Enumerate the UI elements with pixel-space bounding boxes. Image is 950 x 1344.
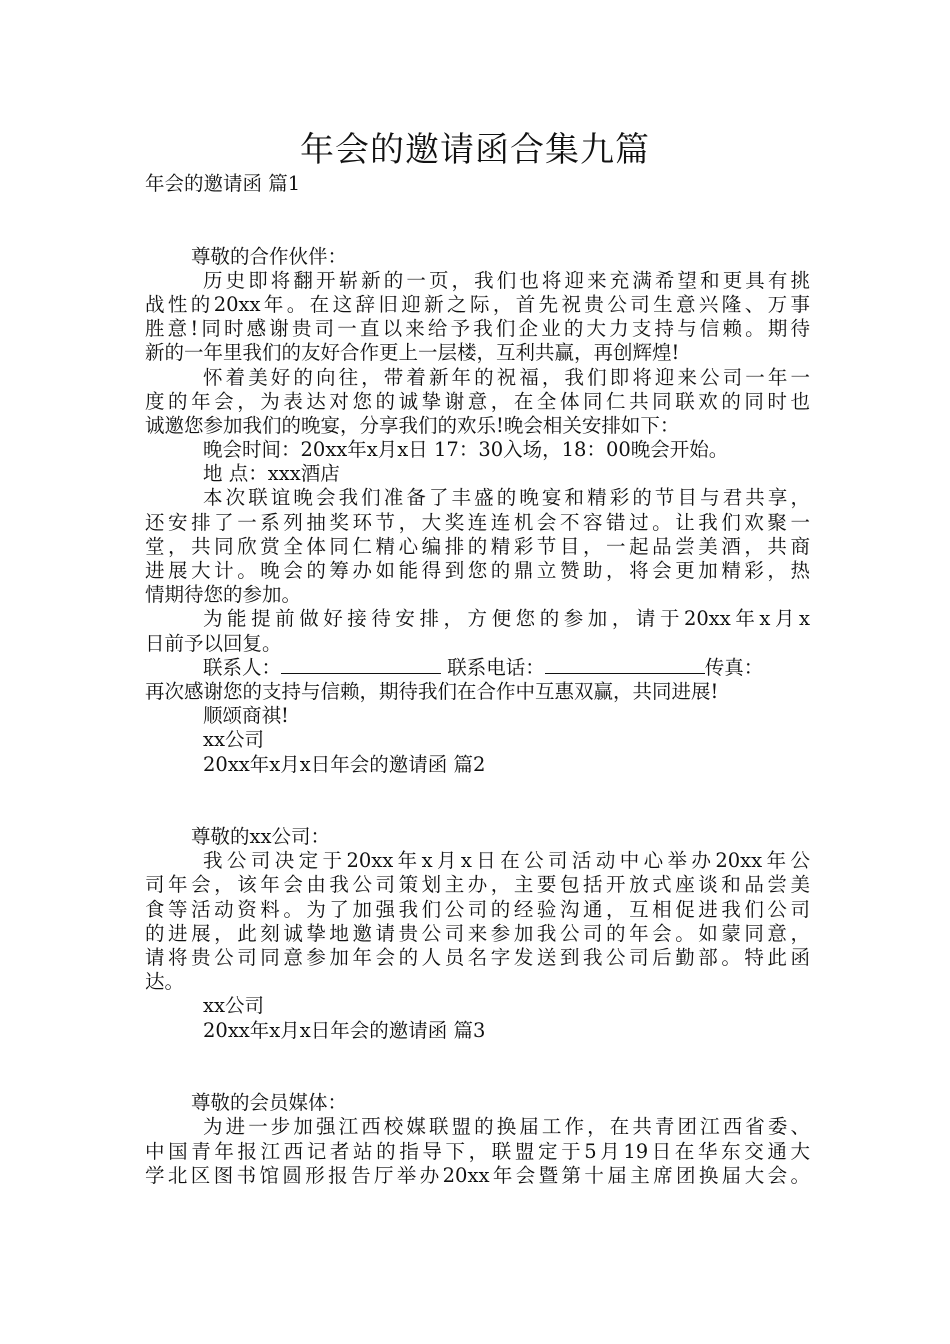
contact-line (145, 656, 810, 680)
date-and-section-heading-2: 20xx年x月x日年会的邀请函 篇2 (203, 752, 486, 776)
paragraph-line: 胜意!同时感谢贵司一直以来给予我们企业的大力支持与信赖。期待 (145, 317, 810, 341)
paragraph-line: 食等活动资料。为了加强我们公司的经验沟通，互相促进我们公司 (145, 897, 810, 921)
paragraph-line: 本次联谊晚会我们准备了丰盛的晚宴和精彩的节目与君共享， (203, 486, 810, 510)
salutation-3: 尊敬的会员媒体： (191, 1091, 348, 1115)
fax-label: 传真： (704, 655, 764, 679)
paragraph-line: 为能提前做好接待安排，方便您的参加，请于20xx年x月x (203, 607, 810, 631)
document-title: 年会的邀请函合集九篇 (300, 130, 650, 170)
salutation-2: 尊敬的xx公司： (191, 825, 330, 849)
event-location: 地 点：xxx酒店 (203, 462, 340, 486)
paragraph-line: 新的一年里我们的友好合作更上一层楼，互利共赢，再创辉煌! (145, 341, 680, 365)
contact-phone-label: 联系电话： (447, 655, 545, 679)
spacer (145, 1043, 810, 1091)
paragraph-line: 中国青年报江西记者站的指导下，联盟定于5月19日在华东交通大 (145, 1139, 810, 1163)
paragraph-line: 日前予以回复。 (145, 631, 282, 655)
paragraph-line: 的进展，此刻诚挚地邀请贵公司来参加我公司的年会。如蒙同意， (145, 921, 810, 945)
paragraph-line: 达。 (145, 970, 185, 994)
paragraph-line: 司年会，该年会由我公司策划主办，主要包括开放式座谈和品尝美 (145, 873, 810, 897)
event-time: 晚会时间：20xx年x月x日 17：30入场，18：00晚会开始。 (203, 438, 729, 462)
section-heading-1: 年会的邀请函 篇1 (145, 172, 301, 195)
spacer (145, 196, 810, 244)
paragraph-line: 进展大计。晚会的筹办如能得到您的鼎立赞助，将会更加精彩，热 (145, 559, 810, 583)
contact-phone-blank (545, 656, 705, 674)
paragraph-line: 怀着美好的向往，带着新年的祝福，我们即将迎来公司一年一 (203, 365, 810, 389)
salutation-1: 尊敬的合作伙伴： (191, 244, 348, 268)
contact-person-label: 联系人： (203, 655, 282, 679)
signature-company: xx公司 (203, 994, 264, 1018)
date-and-section-heading-3: 20xx年x月x日年会的邀请函 篇3 (203, 1018, 486, 1042)
paragraph-line: 请将贵公司同意参加年会的人员名字发送到我公司后勤部。特此函 (145, 946, 810, 970)
paragraph-line: 堂，共同欣赏全体同仁精心编排的精彩节目，一起品尝美酒，共商 (145, 534, 810, 558)
spacer (145, 777, 810, 825)
paragraph-line: 学北区图书馆圆形报告厅举办20xx年会暨第十届主席团换届大会。 (145, 1163, 810, 1187)
paragraph-line: 再次感谢您的支持与信赖，期待我们在合作中互惠双赢，共同进展! (145, 679, 719, 703)
paragraph-line: 还安排了一系列抽奖环节，大奖连连机会不容错过。让我们欢聚一 (145, 510, 810, 534)
closing-greeting: 顺颂商祺! (203, 704, 289, 728)
signature-company: xx公司 (203, 728, 264, 752)
paragraph-line: 情期待您的参加。 (145, 583, 302, 607)
paragraph-line: 为进一步加强江西校媒联盟的换届工作，在共青团江西省委、 (203, 1115, 810, 1139)
paragraph-line: 历史即将翻开崭新的一页，我们也将迎来充满希望和更具有挑 (203, 268, 810, 292)
document-body (145, 172, 810, 1188)
paragraph-line: 度的年会，为表达对您的诚挚谢意，在全体同仁共同联欢的同时也 (145, 389, 810, 413)
contact-person-blank (281, 656, 441, 674)
paragraph-line: 战性的20xx年。在这辞旧迎新之际，首先祝贵公司生意兴隆、万事 (145, 292, 810, 316)
paragraph-line: 诚邀您参加我们的晚宴，分享我们的欢乐!晚会相关安排如下： (145, 413, 680, 437)
paragraph-line: 我公司决定于20xx年x月x日在公司活动中心举办20xx年公 (203, 849, 810, 873)
